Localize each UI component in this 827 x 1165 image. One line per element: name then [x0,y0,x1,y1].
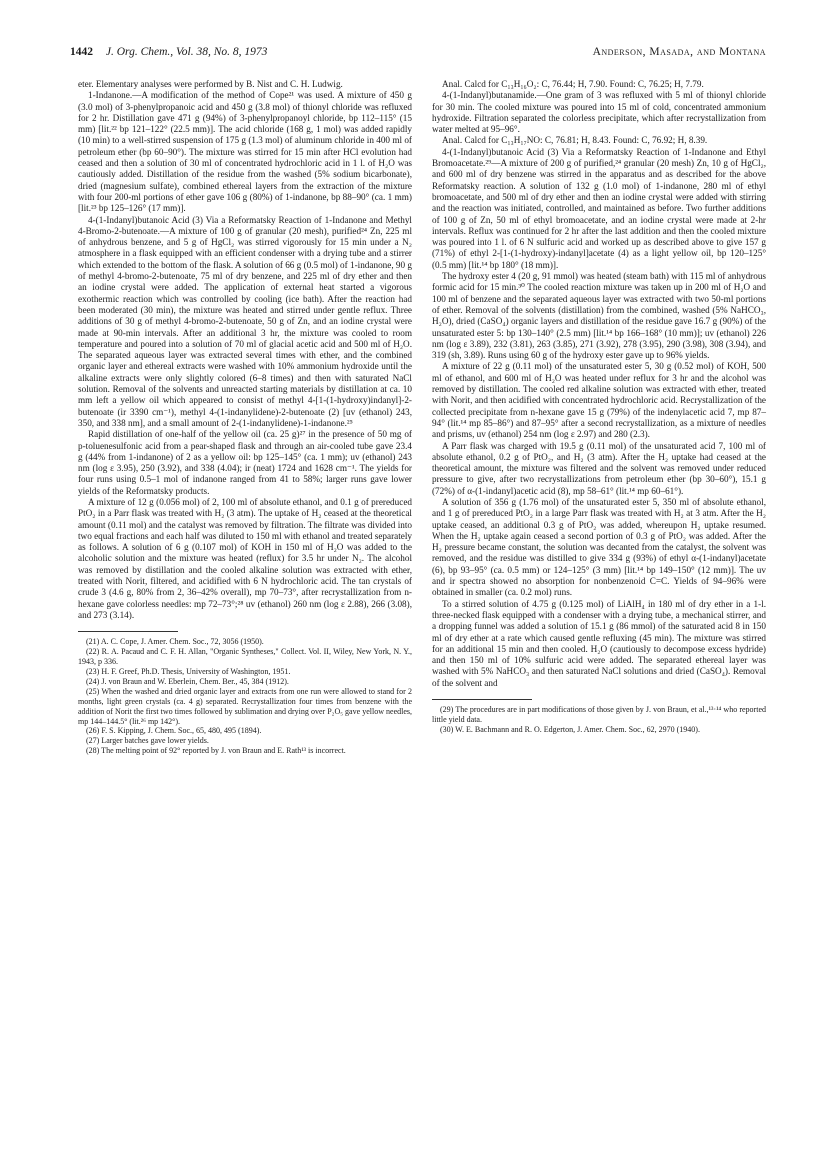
paragraph: Anal. Calcd for C₁₃H₁₇NO: C, 76.81; H, 8.43. Found: C, 76.92; H, 8.39. [442,135,708,146]
footnote: (21) A. C. Cope, J. Amer. Chem. Soc., 72, 3056 (1950). [86,637,264,647]
paragraph: 4-(1-Indanyl)butanoic Acid (3) Via a Reformatsky Reaction of 1-Indanone and Methyl 4-Bromo-2-butenoate.—A mixture of 100 g of granular (20 mesh), purified²⁴ Zn, 225 ml of anhydrous benzene, and 5 g of HgCl₂ was stirred vigorously for 15 min under a N₂ atmosphere in a flask equipped with an efficient condenser with a drying tube and a stirrer which extended to the bottom of the flask. A solution of 66 g (0.5 mol) of 1-indanone, 90 g of methyl 4-bromo-2-butenoate, 75 ml of dry benzene, and 225 ml of dry ether and then an iodine crystal were added. The application of external heat started a vigorous exothermic reaction which was controlled by cooling (ice bath). After the reaction had been moderated (30 min), the mixture was heated and stirred under gentle reflux. Three additions of 30 g of methyl 4-bromo-2-butenoate, 50 g of Zn, and an iodine crystal were made at 90-min intervals. After an additional 3 hr, the mixture was cooled to room temperature and poured into a solution of 70 ml of glacial acetic acid and 500 ml of H₂O. The separated aqueous layer was extracted several times with ether, and the combined organic layer and ethereal extracts were washed with 10% ammonium hydroxide until the alkaline extracts were only slightly colored (6–8 times) and then with saturated NaCl solution. Removal of the solvents and unreacted starting materials by distillation at ca. 10 mm left a yellow oil which appeared to consist of methyl 4-[1-(1-hydroxy)indanyl]-2-butenoate (ir 3390 cm⁻¹), methyl 4-(1-indanylidene)-2-butenoate (2) [uv (ethanol) 243, 350, and 338 nm], and a small amount of 2-(1-indanylidene)-1-indanone.²⁵ [78,214,413,428]
footnote: (25) When the washed and dried organic layer and extracts from one run were allowed to stand for 2 months, light green crystals (ca. 4 g) separated. Recrystallization four times from benzene with the addition of Norit the first two times followed by sublimation and drying over P₂O₅ gave yellow needles, mp 144–144.5° (lit.²⁶ mp 142°). [78,686,412,726]
paragraph: The hydroxy ester 4 (20 g, 91 mmol) was heated (steam bath) with 115 ml of anhydrous formic acid for 15 min.³⁰ The cooled reaction mixture was taken up in 200 ml of H₂O and 100 ml of benzene and the separated aqueous layer was extracted with two 50-ml portions of ether. Removal of the solvents (distillation) from the combined, washed (5% NaHCO₃, H₂O), dried (CaSO₄) organic layers and distillation of the residue gave 16.7 g (90%) of the unsaturated ester 5: bp 130–140° (2.5 mm) [lit.¹⁴ bp 166–168° (10 mm)]; uv (ethanol) 226 nm (log ε 3.89), 232 (3.81), 263 (3.85), 271 (3.92), 278 (3.95), 290 (3.98), 308 (3.94), and 319 (sh, 3.89). Runs using 60 g of the hydroxy ester gave up to 96% yields. [432,271,766,361]
footnote: (23) H. F. Greef, Ph.D. Thesis, University of Washington, 1951. [86,666,291,676]
left-column [78,79,412,756]
footnote: (24) J. von Braun and W. Eberlein, Chem. Ber., 45, 384 (1912). [86,676,289,686]
paragraph: 4-(1-Indanyl)butanoic Acid (3) Via a Reformatsky Reaction of 1-Indanone and Ethyl Bromoacetate.²⁹—A mixture of 200 g of purified,²⁴ granular (20 mesh) Zn, 10 g of HgCl₂, and 600 ml of dry benzene was stirred in the apparatus and as described for the above Reformatsky reaction. A solution of 132 g (1.0 mol) of 1-indanone, 280 ml of ethyl bromoacetate, and 500 ml of dry ether and then an iodine crystal were added with stirring and the reaction was initiated, controlled, and maintained as before. Two further additions of 100 g of Zn, 50 ml of ethyl bromoacetate, and an iodine crystal were made at 2-hr intervals. Reflux was continued for 2 hr after the last addition and then the cooled mixture was poured into 1 l. of 6 N sulfuric acid and worked up as described above to give 157 g (71%) of ethyl 2-[1-(1-hydroxy)-indanyl]acetate (4) as a light yellow oil, bp 120–125° (0.5 mm) [lit.¹⁴ bp 180° (18 mm)]. [432,146,766,270]
footnotes-left [78,637,412,756]
paragraph: 1-Indanone.—A modification of the method of Cope²¹ was used. A mixture of 450 g (3.0 mol) of 3-phenylpropanoic acid and 450 g (3.8 mol) of thionyl chloride was refluxed for 2 hr. Distillation gave 471 g (94%) of 3-phenylpropanoyl chloride, bp 112–115° (15 mm) [lit.²² bp 121–122° (22.5 mm)]. The acid chloride (168 g, 1 mol) was added rapidly (10 min) to a well-stirred suspension of 175 g (1.3 mol) of aluminum chloride in 400 ml of petroleum ether (bp 60–90°). The mixture was stirred for 15 min after HCl evolution had ceased and then a solution of 30 ml of concentrated hydrochloric acid in 1 l. of H₂O was cautiously added. Distillation of the residue from the washed (5% sodium bicarbonate), dried (magnesium sulfate), combined ethereal layers from the extraction of the mixture with four 200-ml portions of ether gave 106 g (80%) of 1-indanone, bp 88–90° (ca. 1 mm) [lit.²³ bp 125–126° (17 mm)]. [78,90,412,214]
footnote: (27) Larger batches gave lower yields. [86,736,209,746]
paragraph: A Parr flask was charged with 19.5 g (0.11 mol) of the unsaturated acid 7, 100 ml of absolute ethanol, 0.2 g of PtO₂, and H₂ (3 atm). After the H₂ uptake had ceased at the theoretical amount, the mixture was filtered and the solvent was removed under reduced pressure to give, after two recrystallizations from petroleum ether (bp 30–60°), 15.1 g (72%) of α-(1-indanyl)acetic acid (8), mp 58–61° (lit.¹⁴ mp 60–61°). [432,440,766,496]
footnote: (30) W. E. Bachmann and R. O. Edgerton, J. Amer. Chem. Soc., 62, 2970 (1940). [440,724,700,734]
paragraph: A solution of 356 g (1.76 mol) of the unsaturated ester 5, 350 ml of absolute ethanol, and 1 g of prereduced PtO₂ in a large Parr flask was treated with H₂ at 3 atm. After the H₂ uptake ceased, an additional 0.3 g of PtO₂ was added, whereupon H₂ uptake resumed. When the H₂ uptake again ceased a second portion of 0.3 g of PtO₂ was added. After the H₂ pressure became constant, the solution was decanted from the catalyst, the solvent was removed, and the residue was distilled to give 334 g (93%) of ethyl α-(1-indanyl)acetate (6), bp 93–95° (ca. 0.5 mm) or 124–125° (3 mm) [lit.¹⁴ bp 149–150° (12 mm)]. The uv and ir spectra showed no absorption for nonbenzenoid C=C. Yields of 94–96% were obtained in smaller (ca. 0.2 mol) runs. [432,496,766,598]
paragraph: 4-(1-Indanyl)butanamide.—One gram of 3 was refluxed with 5 ml of thionyl chloride for 30 min. The cooled mixture was poured into 15 ml of cold, concentrated ammonium hydroxide. Filtration separated the colorless precipitate, which after recrystallization from water melted at 95–96°. [432,90,766,135]
paragraph: Rapid distillation of one-half of the yellow oil (ca. 25 g)²⁷ in the presence of 50 mg of p-toluenesulfonic acid from a pear-shaped flask and through an air-cooled tube gave 23.4 g (44% from 1-indanone) of 2 as a yellow oil: bp 125–145° (ca. 1 mm); uv (ethanol) 243 nm (log ε 3.95), 250 (3.92), and 338 (4.04); ir (neat) 1724 and 1628 cm⁻¹. The yields for four runs using 0.5–1 mol of indanone ranged from 41 to 58%; larger runs gave lower yields of the Reformatsky products. [78,429,412,496]
running-header [70,44,766,60]
journal-reference: J. Org. Chem., Vol. 38, No. 8, 1973 [105,46,268,58]
paragraph: To a stirred solution of 4.75 g (0.125 mol) of LiAlH₄ in 180 ml of dry ether in a 1-l. three-necked flask equipped with a condenser with a drying tube, a mechanical stirrer, and a dropping funnel was added a solution of 15.1 g (86 mmol) of the saturated acid 8 in 150 ml of dry ether at a rate which caused gentle refluxing (45 min). The mixture was stirred for an additional 15 min and then cooled. H₂O (cautiously to decompose excess hydride) and then 150 ml of 10% sulfuric acid were added. The separated ethereal layer was washed with 5% NaHCO₃ and then saturated NaCl solutions and dried (CaSO₄). Removal of the solvent and [432,598,766,688]
footnotes-right [432,705,766,735]
paragraph: A mixture of 12 g (0.056 mol) of 2, 100 ml of absolute ethanol, and 0.1 g of prereduced PtO₂ in a Parr flask was treated with H₂ (3 atm). The uptake of H₂ ceased at the theoretical amount (0.11 mol) and the catalyst was removed by filtration. The filtrate was divided into two equal fractions and each half was diluted to 150 ml with ethanol and treated separately as follows. A solution of 6 g (0.107 mol) of KOH in 150 ml of H₂O was added to the alcoholic solution and the mixture was heated (reflux) for 3.5 hr under N₂. The alcohol was removed by distillation and the cooled alkaline solution was extracted with ether, treated with Norit, filtered, and acidified with 6 N hydrochloric acid. The tan crystals of crude 3 (4.6 g, 80% from 2, 36–42% overall), mp 70–73°, after recrystallization from n-hexane gave colorless needles: mp 72–73°;²⁸ uv (ethanol) 260 nm (log ε 2.88), 266 (3.08), and 273 (3.14). [78,496,412,620]
paragraph: Anal. Calcd for C₁₃H₁₆O₂: C, 76.44; H, 7.90. Found: C, 76.25; H, 7.79. [442,79,704,89]
footnote: (22) R. A. Pacaud and C. F. H. Allan, "Organic Syntheses," Collect. Vol. II, Wiley, New York, N. Y., 1943, p 336. [78,647,412,667]
paragraph: A mixture of 22 g (0.11 mol) of the unsaturated ester 5, 30 g (0.52 mol) of KOH, 500 ml of ethanol, and 600 ml of H₂O was heated under reflux for 3 hr and the alcohol was removed by distillation. The cooled red alkaline solution was extracted with ether, treated with Norit, and then acidified with concentrated hydrochloric acid. Recrystallization of the collected precipitate from n-hexane gave 15 g (79%) of the indenylacetic acid 7, mp 87–94° (lit.¹⁴ mp 85–86°) and 87–95° after a second recrystallization, as a mixture of needles and prisms, uv (ethanol) 254 nm (log ε 2.97) and 280 (2.3). [432,361,766,440]
paragraph: eter. Elementary analyses were performed by B. Nist and C. H. Ludwig. [78,79,343,89]
footnote: (26) F. S. Kipping, J. Chem. Soc., 65, 480, 495 (1894). [86,726,262,736]
running-authors: Anderson, Masada, and Montana [592,46,766,58]
footnote-rule [432,699,532,700]
footnote: (29) The procedures are in part modifications of those given by J. von Braun, et al.,¹³·¹⁴ who reported little yield data. [432,705,766,724]
right-column [432,79,766,735]
footnote-rule [78,631,178,632]
page-number: 1442 [70,46,93,58]
footnote: (28) The melting point of 92° reported by J. von Braun and E. Rath¹³ is incorrect. [86,746,346,756]
